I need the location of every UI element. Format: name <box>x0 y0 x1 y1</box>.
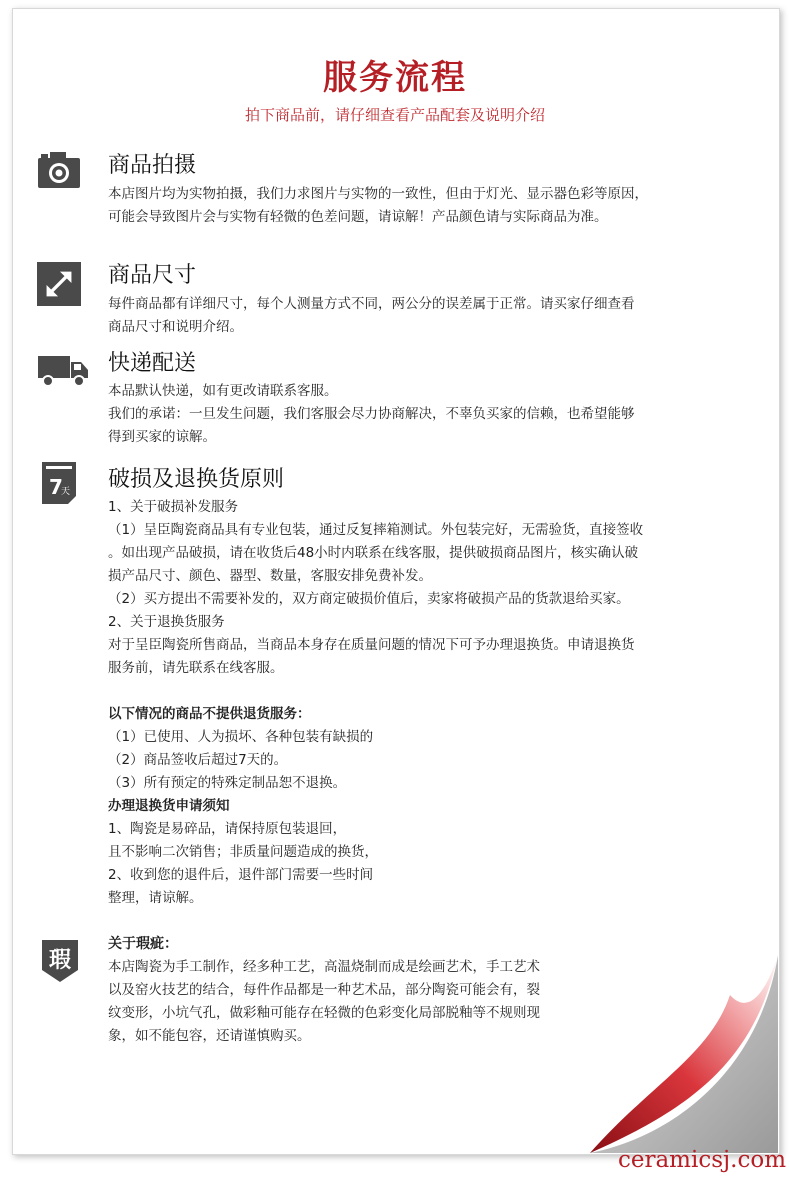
section-text-size <box>108 293 748 339</box>
calendar-number: 7 <box>49 475 63 499</box>
text-line: 本店陶瓷为手工制作，经多种工艺，高温烧制而成是绘画艺术，手工艺术 <box>108 959 540 975</box>
text-line: 2、收到您的退件后，退件部门需要一些时间 <box>108 867 374 883</box>
text-line: 可能会导致图片会与实物有轻微的色差问题，请谅解！产品颜色请与实际商品为准。 <box>108 209 608 225</box>
text-line: 且不影响二次销售；非质量问题造成的换货， <box>108 844 378 860</box>
section-text-shipping <box>108 380 748 449</box>
text-line: 2、关于退换货服务 <box>108 614 225 630</box>
text-line: 象，如不能包容，还请谨慎购买。 <box>108 1028 311 1044</box>
text-line: 1、陶瓷是易碎品，请保持原包装退回， <box>108 821 347 837</box>
text-line: 本品默认快递，如有更改请联系客服。 <box>108 383 338 399</box>
calendar-7-days-icon <box>40 460 78 506</box>
text-line: （2）商品签收后超过7天的。 <box>108 752 288 768</box>
section-title-returns: 破损及退换货原则 <box>108 467 285 492</box>
text-line: 以及窑火技艺的结合，每件作品都是一种艺术品，部分陶瓷可能会有，裂 <box>108 982 540 998</box>
text-line: 纹变形，小坑气孔，做彩釉可能存在轻微的色彩变化局部脱釉等不规则现 <box>108 1005 540 1021</box>
camera-icon <box>36 148 82 192</box>
section-title-size: 商品尺寸 <box>108 263 197 288</box>
no-return-heading: 以下情况的商品不提供退货服务： <box>108 706 311 722</box>
section-title-photo: 商品拍摄 <box>108 153 197 178</box>
text-line: 服务前，请先联系在线客服。 <box>108 660 284 676</box>
text-line: （2）买方提出不需要补发的，双方商定破损价值后，卖家将破损产品的货款退给买家。 <box>108 591 630 607</box>
flaw-character: 瑕 <box>48 948 72 973</box>
watermark-text: ceramicsj.com <box>617 1147 786 1173</box>
text-line: 本店图片均为实物拍摄，我们力求图片与实物的一致性，但由于灯光、显示器色彩等原因， <box>108 186 648 202</box>
page-curl-decoration <box>560 935 790 1165</box>
text-line: （3）所有预定的特殊定制品恕不退换。 <box>108 775 347 791</box>
calendar-label: 天 <box>61 487 71 497</box>
text-line: （1）已使用、人为损坏、各种包装有缺损的 <box>108 729 374 745</box>
text-line: 损产品尺寸、颜色、器型、数量，客服安排免费补发。 <box>108 568 432 584</box>
section-text-returns <box>108 496 748 910</box>
text-line: 1、关于破损补发服务 <box>108 499 239 515</box>
resize-arrow-icon <box>36 262 82 306</box>
section-title-shipping: 快递配送 <box>108 351 197 376</box>
page-title: 服务流程 <box>323 58 467 98</box>
text-line: 每件商品都有详细尺寸，每个人测量方式不同，两公分的误差属于正常。请买家仔细查看 <box>108 296 635 312</box>
flaw-character-icon <box>38 936 82 984</box>
section-text-photo <box>108 183 748 229</box>
text-line: 我们的承诺：一旦发生问题，我们客服会尽力协商解决，不辜负买家的信赖，也希望能够 <box>108 406 635 422</box>
truck-icon <box>36 348 90 392</box>
text-line: 商品尺寸和说明介绍。 <box>108 319 243 335</box>
text-line: （1）呈臣陶瓷商品具有专业包装，通过反复摔箱测试。外包装完好，无需验货，直接签收 <box>108 522 644 538</box>
text-line: 整理，请谅解。 <box>108 890 203 906</box>
notice-heading: 办理退换货申请须知 <box>108 798 230 814</box>
text-line: 得到买家的谅解。 <box>108 429 216 445</box>
text-line: 对于呈臣陶瓷所售商品，当商品本身存在质量问题的情况下可予办理退换货。申请退换货 <box>108 637 635 653</box>
page-subtitle: 拍下商品前，请仔细查看产品配套及说明介绍 <box>244 106 545 124</box>
text-line: 。如出现产品破损，请在收货后48小时内联系在线客服，提供破损商品图片，核实确认破 <box>108 545 639 561</box>
section-title-flaw: 关于瑕疵： <box>108 936 178 952</box>
